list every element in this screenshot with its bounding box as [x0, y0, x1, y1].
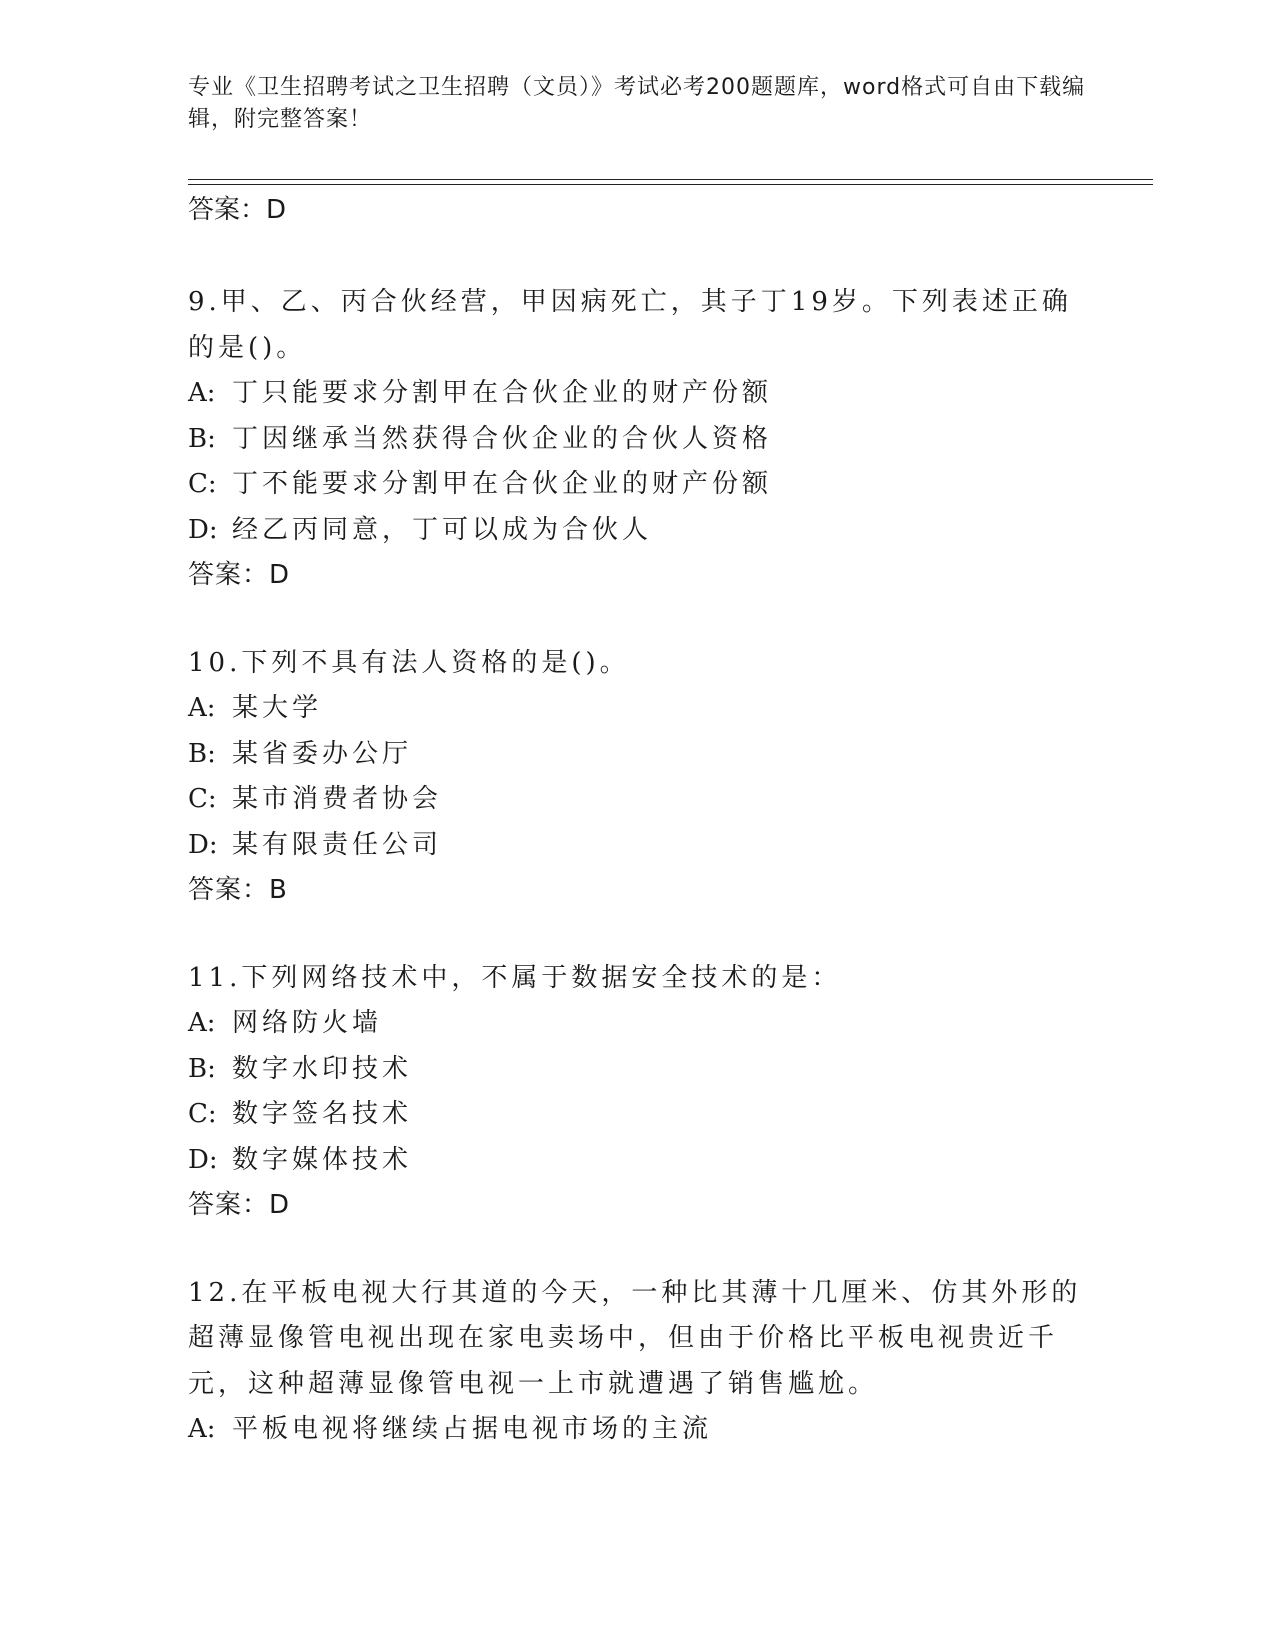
previous-question-answer: 答案：D	[188, 195, 287, 225]
option-text: 平板电视将继续占据电视市场的主流	[232, 1414, 713, 1444]
option-c	[188, 462, 1088, 508]
option-c	[188, 777, 1088, 823]
question-9	[188, 280, 1088, 599]
option-b	[188, 732, 1088, 778]
option-text: 某大学	[232, 693, 323, 723]
option-text: 丁不能要求分割甲在合伙企业的财产份额	[232, 469, 773, 499]
option-d	[188, 1138, 1088, 1184]
option-a	[188, 1001, 1088, 1047]
option-letter: D:	[188, 1144, 218, 1175]
option-letter: A:	[188, 1414, 216, 1444]
option-letter: B:	[188, 423, 216, 454]
option-b	[188, 1047, 1088, 1093]
option-letter: A:	[188, 378, 216, 408]
question-answer: 答案：B	[188, 875, 288, 905]
option-letter: B:	[188, 738, 216, 769]
question-stem: 10.下列不具有法人资格的是()。	[188, 647, 630, 678]
question-stem: 11.下列网络技术中，不属于数据安全技术的是：	[188, 962, 842, 993]
option-text: 某市消费者协会	[232, 784, 443, 814]
option-text: 丁只能要求分割甲在合伙企业的财产份额	[232, 378, 773, 408]
question-answer: 答案：D	[188, 1190, 291, 1220]
option-d	[188, 508, 1088, 554]
option-text: 数字签名技术	[232, 1099, 413, 1129]
option-text: 某有限责任公司	[232, 829, 443, 860]
option-letter: A:	[188, 1008, 216, 1038]
option-letter: C:	[188, 784, 217, 814]
option-letter: D:	[188, 514, 218, 545]
option-letter: C:	[188, 469, 217, 499]
option-letter: C:	[188, 1099, 217, 1129]
option-letter: D:	[188, 829, 218, 860]
option-c	[188, 1092, 1088, 1138]
option-text: 网络防火墙	[232, 1008, 383, 1038]
question-stem: 9.甲、乙、丙合伙经营，甲因病死亡，其子丁19岁。下列表述正确的是()。	[188, 287, 1072, 363]
option-d	[188, 823, 1088, 869]
option-letter: A:	[188, 693, 216, 723]
option-text: 丁因继承当然获得合伙企业的合伙人资格	[232, 423, 773, 454]
header-divider-top	[188, 179, 1153, 180]
option-a	[188, 686, 1088, 732]
option-text: 数字水印技术	[232, 1053, 413, 1084]
option-b	[188, 417, 1088, 463]
option-text: 某省委办公厅	[232, 738, 413, 769]
option-a	[188, 1407, 1088, 1453]
document-header: 专业《卫生招聘考试之卫生招聘（文员）》考试必考200题题库，word格式可自由下载编辑，附完整答案！	[188, 75, 1086, 132]
question-10	[188, 641, 1088, 914]
question-11	[188, 956, 1088, 1229]
question-stem: 12.在平板电视大行其道的今天，一种比其薄十几厘米、仿其外形的超薄显像管电视出现在家电卖场中，但由于价格比平板电视贵近千元，这种超薄显像管电视一上市就遭遇了销售尴尬。	[188, 1277, 1082, 1399]
question-answer: 答案：D	[188, 560, 291, 590]
option-text: 经乙丙同意，丁可以成为合伙人	[232, 514, 653, 545]
header-divider-bottom	[188, 184, 1153, 185]
option-a	[188, 371, 1088, 417]
option-letter: B:	[188, 1053, 216, 1084]
question-12	[188, 1271, 1088, 1453]
option-text: 数字媒体技术	[232, 1144, 413, 1175]
question-list	[188, 280, 1088, 1495]
